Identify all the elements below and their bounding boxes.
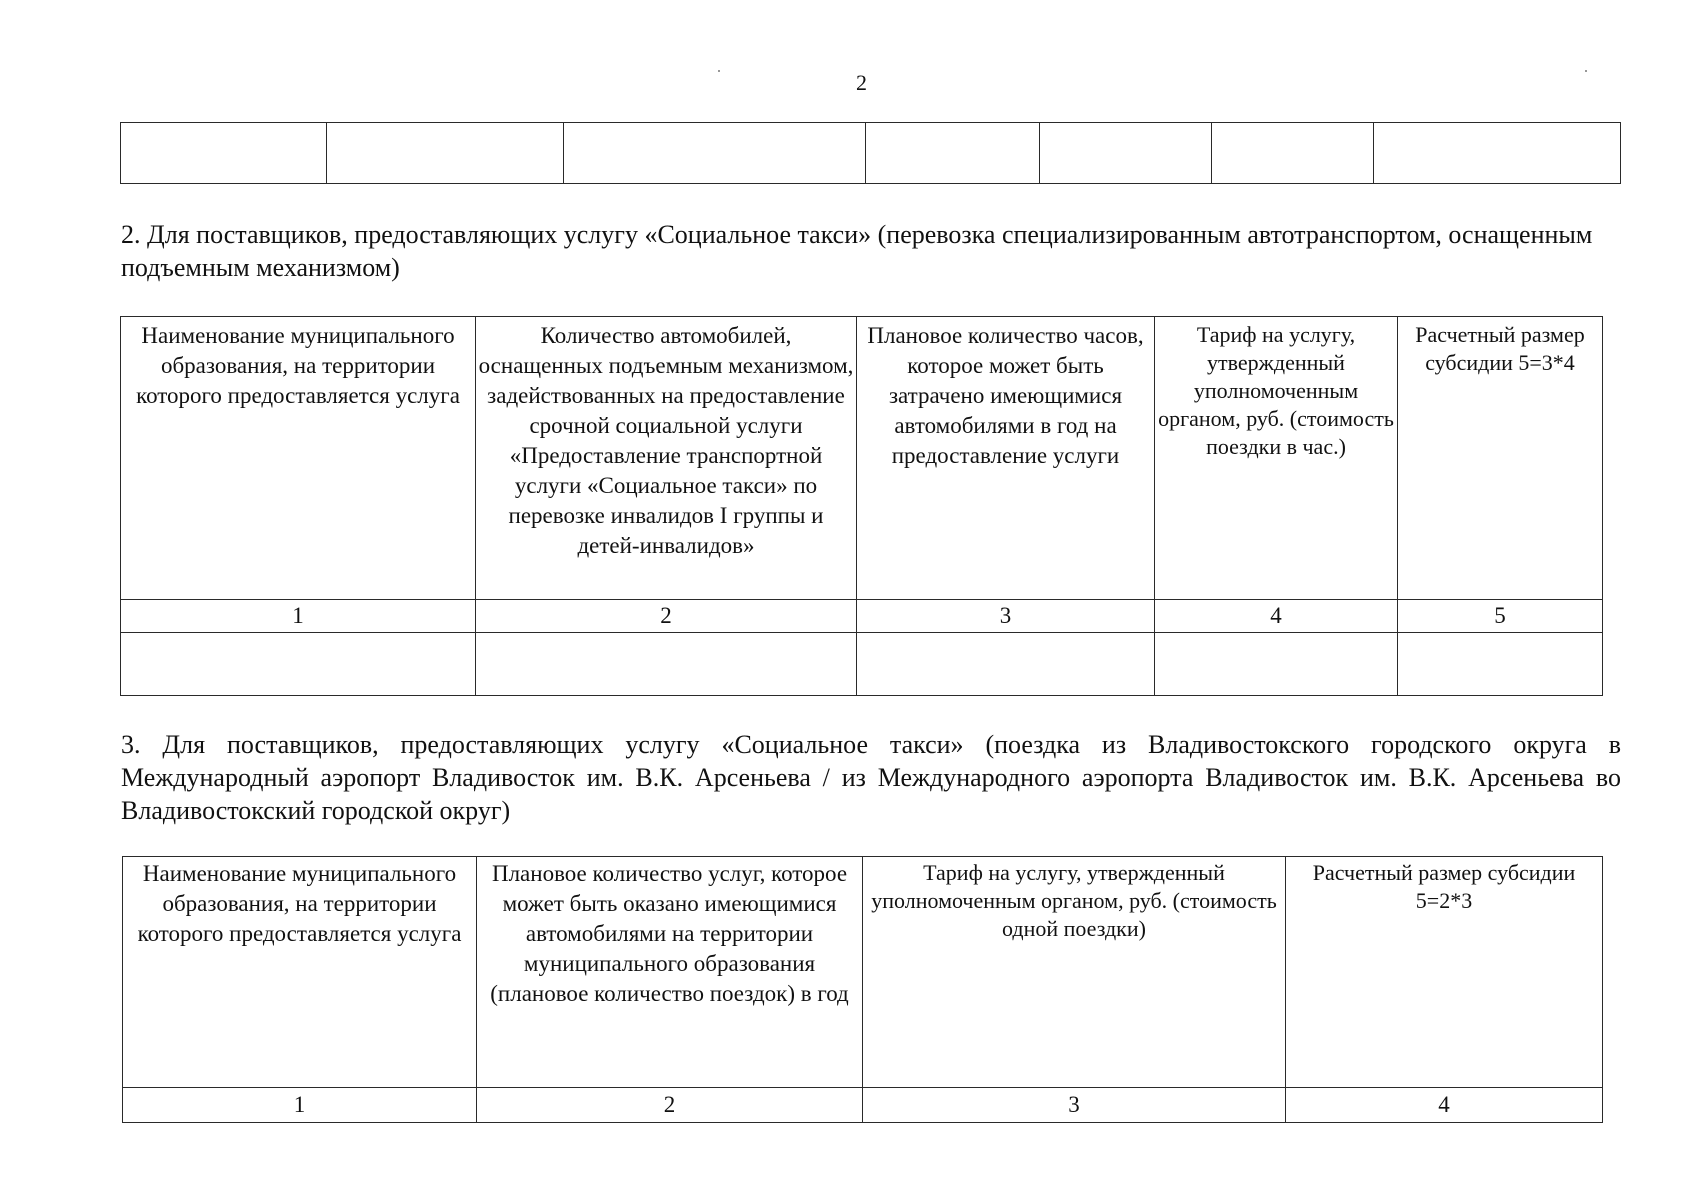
- column-number: 3: [863, 1088, 1286, 1123]
- scan-speck: [1585, 70, 1587, 72]
- column-number-row: [121, 600, 1603, 633]
- table-cell: [121, 633, 476, 696]
- table-header-row: [123, 857, 1603, 1088]
- column-header: Расчетный размер субсидии 5=3*4: [1398, 317, 1603, 600]
- column-header: Плановое количество часов, которое может быть затрачено имеющимися автомобилями в год на предоставление услуги: [857, 317, 1155, 600]
- column-number: 5: [1398, 600, 1603, 633]
- table-cell: [1040, 123, 1212, 184]
- column-number: 1: [123, 1088, 477, 1123]
- column-number: 2: [477, 1088, 863, 1123]
- table-cell: [1374, 123, 1621, 184]
- column-number: 1: [121, 600, 476, 633]
- column-number: 3: [857, 600, 1155, 633]
- table-cell: [564, 123, 866, 184]
- table-cell: [866, 123, 1040, 184]
- column-header: Плановое количество услуг, которое может быть оказано имеющимися автомобилями на территории муниципального образования (плановое количество поездок) в год: [477, 857, 863, 1088]
- table-cell: [1398, 633, 1603, 696]
- page-number: 2: [856, 70, 867, 95]
- section-3-heading: 3. Для поставщиков, предоставляющих услугу «Социальное такси» (поездка из Владивостокского городского округа в Международный аэропорт Владивосток им. В.К. Арсеньева / из Международного аэропорта Владивосток им. В.К. Арсеньева во Владивостокский городской округ): [121, 730, 1621, 825]
- column-number: 2: [476, 600, 857, 633]
- column-header: Тариф на услугу, утвержденный уполномоченным органом, руб. (стоимость поездки в час.): [1155, 317, 1398, 600]
- table-cell: [1212, 123, 1374, 184]
- column-header: Тариф на услугу, утвержденный уполномоченным органом, руб. (стоимость одной поездки): [863, 857, 1286, 1088]
- table-cell: [1155, 633, 1398, 696]
- column-number-row: [123, 1088, 1603, 1123]
- column-header: Наименование муниципального образования, на территории которого предоставляется услуга: [123, 857, 477, 1088]
- column-number: 4: [1155, 600, 1398, 633]
- column-number: 4: [1286, 1088, 1603, 1123]
- column-header: Количество автомобилей, оснащенных подъемным механизмом, задействованных на предоставление срочной социальной услуги «Предоставление транспортной услуги «Социальное такси» по перевозке инвалидов I группы и детей-инвалидов»: [476, 317, 857, 600]
- column-header: Наименование муниципального образования, на территории которого предоставляется услуга: [121, 317, 476, 600]
- table-row: [121, 633, 1603, 696]
- table-row: [121, 123, 1621, 184]
- continued-table: [120, 122, 1621, 184]
- table-cell: [327, 123, 564, 184]
- table-cell: [476, 633, 857, 696]
- table-cell: [121, 123, 327, 184]
- section-3-table: [122, 856, 1603, 1123]
- section-2-table: [120, 316, 1603, 696]
- table-cell: [857, 633, 1155, 696]
- column-header: Расчетный размер субсидии 5=2*3: [1286, 857, 1603, 1088]
- scan-speck: [718, 70, 720, 72]
- table-header-row: [121, 317, 1603, 600]
- section-2-heading: 2. Для поставщиков, предоставляющих услугу «Социальное такси» (перевозка специализированным автотранспортом, оснащенным подъемным механизмом): [121, 220, 1593, 282]
